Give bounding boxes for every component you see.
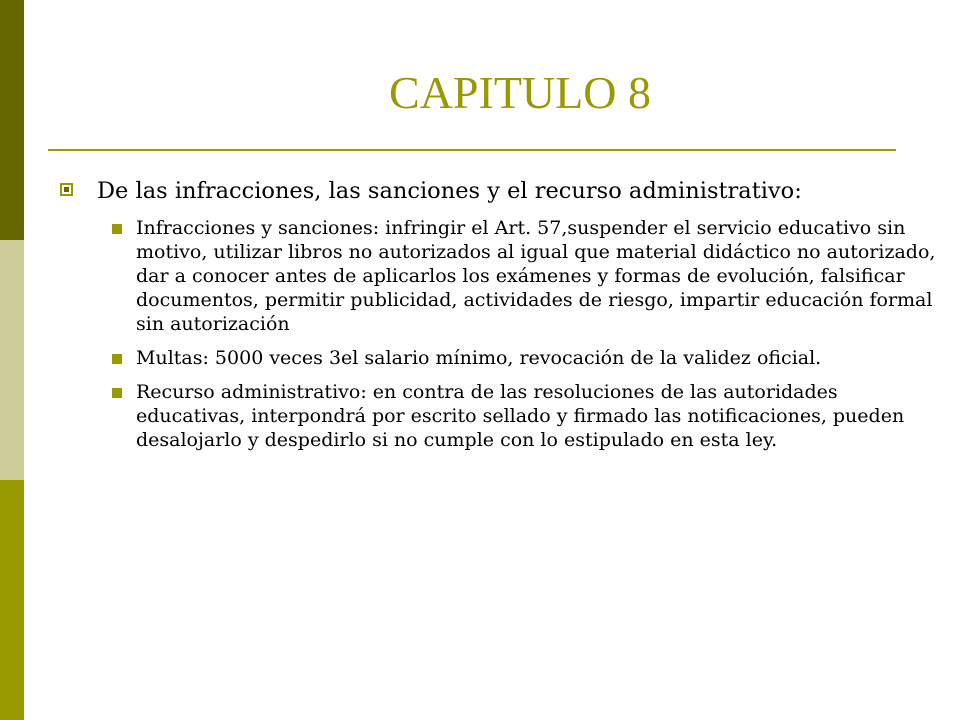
sub-bullet-text: Recurso administrativo: en contra de las resoluciones de las autoridades educativas, interpondrá por escrito sellado y firmado las notificaciones, pueden desalojarlo y despedirlo si no cumple con lo estipulado en esta ley. <box>136 381 905 451</box>
sub-bullet-item <box>136 346 940 370</box>
sub-bullet-item <box>136 216 940 336</box>
sub-bullet-text: Multas: 5000 veces 3el salario mínimo, revocación de la validez oficial. <box>136 347 822 369</box>
slide-title: CAPITULO 8 <box>389 67 651 118</box>
filled-square-bullet-icon <box>112 388 122 398</box>
main-bullet-text: De las infracciones, las sanciones y el recurso administrativo: <box>97 178 802 204</box>
side-bar-middle-segment <box>0 240 24 480</box>
sub-bullet-text: Infracciones y sanciones: infringir el Art. 57,suspender el servicio educativo sin motivo, utilizar libros no autorizados al igual que material didáctico no autorizado, dar a conocer antes de aplicarlos los exámenes y formas de evolución, falsificar documentos, permitir publicidad, actividades de riesgo, impartir educación formal sin autorización <box>136 217 936 335</box>
sub-bullet-list <box>60 216 940 452</box>
hollow-square-bullet-icon <box>60 183 73 196</box>
title-divider <box>48 149 896 151</box>
filled-square-bullet-icon <box>112 354 122 364</box>
side-bar-top-segment <box>0 0 24 240</box>
main-bullet-item <box>60 176 940 206</box>
side-bar-bottom-segment <box>0 480 24 720</box>
slide-body <box>60 176 940 462</box>
filled-square-bullet-icon <box>112 224 122 234</box>
sub-bullet-item <box>136 380 940 452</box>
